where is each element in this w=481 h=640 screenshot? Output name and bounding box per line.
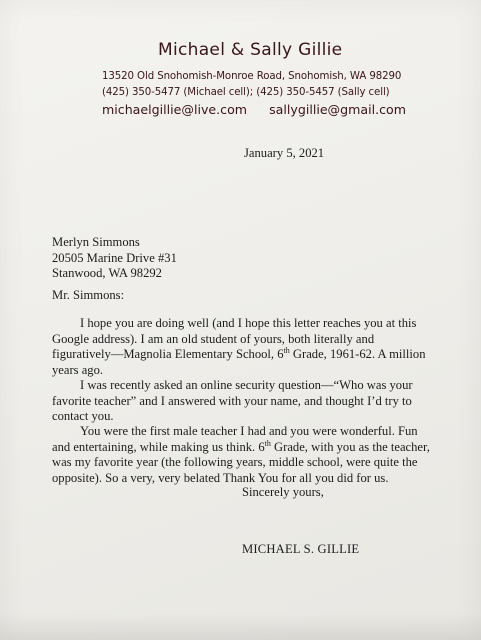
salutation: Mr. Simmons:: [52, 288, 125, 302]
letter-date: January 5, 2021: [244, 146, 325, 160]
paragraph-3: [52, 424, 452, 486]
paragraph-1-line-2: Google address). I am an old student of yours, both literally and: [52, 331, 375, 346]
closing: Sincerely yours,: [242, 485, 324, 499]
recipient-name: Merlyn Simmons: [52, 235, 140, 249]
paragraph-3-line-2-text-a: and entertaining, while making us think. 6: [52, 439, 265, 454]
paragraph-1-line-4: years ago.: [52, 362, 104, 377]
paragraph-3-line-3: was my favorite year (the following years, middle school, were quite the: [52, 455, 418, 470]
letterhead-phones: (425) 350-5477 (Michael cell); (425) 350-5457 (Sally cell): [102, 87, 390, 98]
ordinal-suffix: th: [283, 346, 290, 355]
email-michael: michaelgillie@live.com: [102, 102, 248, 117]
recipient-street: 20505 Marine Drive #31: [52, 250, 177, 265]
paragraph-2-line-1: I was recently asked an online security question—“Who was your: [80, 378, 413, 392]
paragraph-1-line-3-text-b: Grade, 1961-62. A million: [289, 347, 426, 362]
paragraph-3-line-2-text-b: Grade, with you as the teacher,: [270, 439, 430, 454]
paragraph-1: [52, 316, 452, 378]
email-sally: sallygillie@gmail.com: [269, 102, 407, 117]
paragraph-1-line-1: I hope you are doing well (and I hope this letter reaches you at this: [80, 316, 417, 330]
paragraph-2: [52, 378, 452, 425]
paragraph-2-line-2: favorite teacher” and I answered with your name, and thought I’d try to: [52, 393, 412, 408]
letterhead-address: 13520 Old Snohomish-Monroe Road, Snohomish, WA 98290: [102, 71, 402, 82]
recipient-address-block: [52, 235, 177, 282]
paper-edge-shadow: [0, 612, 481, 640]
letterhead-emails: [0, 102, 481, 117]
ordinal-suffix: th: [264, 438, 271, 448]
paragraph-2-line-3: contact you.: [52, 409, 114, 424]
paragraph-3-line-2: [52, 440, 452, 456]
paragraph-3-line-1: You were the first male teacher I had and you were wonderful. Fun: [80, 424, 418, 438]
recipient-city: Stanwood, WA 98292: [52, 266, 162, 281]
signature-name: MICHAEL S. GILLIE: [242, 542, 360, 556]
letterhead-name: Michael & Sally Gillie: [158, 40, 343, 60]
paragraph-1-line-3: [52, 347, 452, 363]
paragraph-3-line-4: opposite). So a very, very belated Thank You for all you did for us.: [52, 470, 389, 485]
paragraph-1-line-3-text-a: figuratively—Magnolia Elementary School, 6: [52, 347, 284, 362]
